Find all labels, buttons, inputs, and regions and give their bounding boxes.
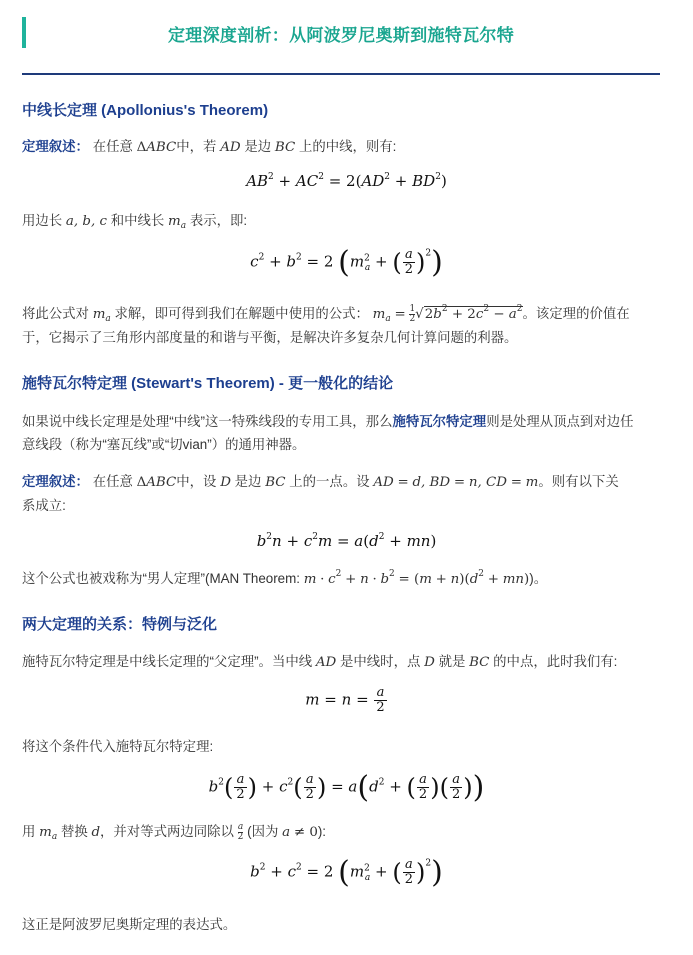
text: 是边 [244, 139, 272, 154]
text: 的中点，此时我们有: [493, 654, 618, 669]
text: 中，若 [176, 139, 217, 154]
text: 中，设 [176, 474, 217, 489]
apollonius-solve-line1: 将此公式对 $m_a$ 求解，即可得到我们在解题中使用的公式： $m_a$ = $\frac{1}{2}$ $√2b^2 + 2c^2 - a^2$。该定理的价值在 [22, 303, 630, 324]
text: (因为 [247, 824, 279, 839]
text: 和中线长 [110, 213, 165, 228]
header [22, 15, 660, 49]
text: 上的中线，则有: [298, 139, 397, 154]
text: 用 [22, 824, 36, 839]
text: 是边 [234, 474, 262, 489]
equation-substitution: $b^2$( $\frac{a}{2}$ ) + $c^2$( $\frac{a}{2}$ ) = $a(d^2$ + ( $\frac{a}{2}$ )( $\frac{a}{2}$ )) [208, 770, 485, 805]
stewart-name-bold: 施特瓦尔特定理 [392, 414, 487, 429]
statement-label: 定理叙述： [22, 474, 89, 489]
stewart-intro-line1 [22, 410, 634, 433]
text: 是中线时，点 [340, 654, 421, 669]
stewart-man-theorem: 这个公式也被戏称为“男人定理”(MAN Theorem: $m \cdot c^2 + n \cdot b^2 = (m + n)(d^2 + mn)$)。 [22, 569, 548, 587]
text: 在任意 [92, 474, 133, 489]
apollonius-side-intro: 用边长 a, b, c 和中线长 $m_a$ 表示，即: [22, 213, 248, 231]
text: 用边长 [22, 213, 63, 228]
text: ): [317, 824, 327, 839]
relation-paragraph-1: 施特瓦尔特定理是中线长定理的“父定理”。当中线 AD 是中线时，点 D 就是 BC 的中点，此时我们有: [22, 654, 618, 670]
text: 将此公式对 [22, 306, 89, 321]
text: )。 [529, 571, 548, 586]
text: 表示，即: [189, 213, 248, 228]
relation-conclusion: 这正是阿波罗尼奥斯定理的表达式。 [22, 917, 237, 932]
stewart-statement-line2: 系成立: [22, 498, 66, 513]
text: 施特瓦尔特定理是中线长定理的“父定理”。当中线 [22, 654, 313, 669]
text: 则是处理从顶点到对边任 [486, 414, 634, 429]
text: 在任意 [92, 139, 133, 154]
section-heading-apollonius: 中线长定理 (Apollonius's Theorem) [22, 102, 269, 119]
text: 就是 [438, 654, 466, 669]
text: 上的一点。设 [289, 474, 370, 489]
text: 。该定理的价值在 [522, 306, 630, 321]
equation-apollonius-2: $c^2 + b^2 = 2$ ($m^2_a$ + ( $\frac{a}{2}$ )$^2$) [250, 245, 443, 280]
stewart-intro-line2: 意线段（称为“塞瓦线”或“切vian”）的通用神器。 [22, 437, 306, 452]
page-title: 定理深度剖析：从阿波罗尼奥斯到施特瓦尔特 [168, 26, 514, 45]
section-heading-relation: 两大定理的关系：特例与泛化 [22, 616, 218, 633]
stewart-statement-line1: 定理叙述： 在任意 ΔABC中，设 D 是边 BC 上的一点。设 AD = d, BD = n, CD = m。则有以下关 [22, 474, 619, 490]
relation-paragraph-2: 将这个条件代入施特瓦尔特定理: [22, 739, 214, 754]
relation-paragraph-3: 用 $m_a$ 替换 d，并对等式两边同除以 $\frac{a}{2}$ (因为 a ≠ 0): [22, 821, 327, 842]
text: 替换 [60, 824, 88, 839]
apollonius-solve-line2: 于，它揭示了三角形内部度量的和谐与平衡，是解决许多复杂几何计算问题的利器。 [22, 330, 518, 345]
equation-apollonius-final: $b^2 + c^2 = 2$ ($m^2_a$ + ( $\frac{a}{2}$ )$^2$) [250, 855, 443, 890]
text: ，并对等式两边同除以 [100, 824, 234, 839]
equation-apollonius-1: $AB^2 + AC^2 = 2(AD^2 + BD^2)$ [246, 172, 447, 190]
header-divider [22, 73, 660, 75]
equation-stewart: $b^2n + c^2m = a(d^2 + mn)$ [256, 532, 437, 550]
text: 求解，即可得到我们在解题中使用的公式： [114, 306, 369, 321]
section-heading-stewart: 施特瓦尔特定理 (Stewart's Theorem) - 更一般化的结论 [22, 375, 394, 392]
text: 如果说中线长定理是处理“中线”这一特殊线段的专用工具，那么 [22, 414, 393, 429]
equation-midpoint: m = n = $\frac{a}{2}$ [305, 685, 385, 715]
statement-label: 定理叙述： [22, 139, 89, 154]
text: 。则有以下关 [538, 474, 619, 489]
apollonius-statement: 定理叙述： 在任意 ΔABC中，若 AD 是边 BC 上的中线，则有: [22, 139, 397, 155]
text: 这个公式也被戏称为“男人定理”(MAN Theorem: [22, 571, 300, 586]
